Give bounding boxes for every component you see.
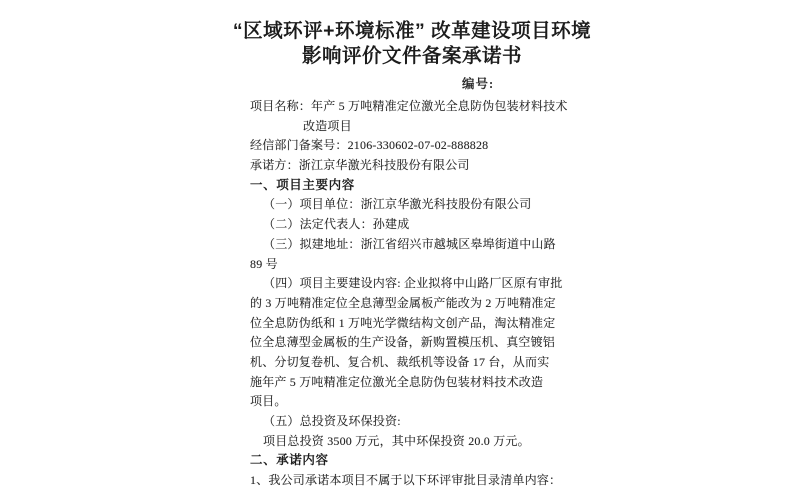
- text-line: 89 号: [250, 256, 278, 271]
- text-line: 经信部门备案号：2106-330602-07-02-888828: [250, 138, 489, 153]
- text-line: （二）法定代表人：孙建成: [263, 217, 410, 232]
- text-line: 机、分切复卷机、复合机、裁纸机等设备 17 台，从而实: [250, 354, 550, 369]
- text-line: 项目总投资 3500 万元，其中环保投资 20.0 万元。: [263, 433, 530, 448]
- text-line: 改造项目: [303, 118, 352, 133]
- document-title-line-2: 影响评价文件备案承诺书: [301, 45, 522, 67]
- text-line: （三）拟建地址：浙江省绍兴市越城区皋埠街道中山路: [263, 236, 556, 251]
- document-number-label: 编号:: [462, 77, 495, 91]
- document-title-line-1: “区域环评+环境标准” 改革建设项目环境: [232, 20, 592, 42]
- text-line: 项目名称：年产 5 万吨精准定位激光全息防伪包装材料技术: [250, 99, 568, 113]
- text-line: 施年产 5 万吨精准定位激光全息防伪包装材料技术改造: [250, 374, 544, 389]
- text-line: 的 3 万吨精准定位全息薄型金属板产能改为 2 万吨精准定: [250, 295, 556, 310]
- text-line: 一、项目主要内容: [250, 177, 355, 192]
- text-line: 承诺方：浙江京华激光科技股份有限公司: [250, 158, 470, 173]
- text-line: （一）项目单位：浙江京华激光科技股份有限公司: [263, 197, 532, 212]
- text-line: 1、我公司承诺本项目不属于以下环评审批目录清单内容：: [250, 473, 562, 488]
- text-line: 位全息防伪纸和 1 万吨光学微结构文创产品，淘汰精准定: [250, 315, 556, 330]
- text-line: （五）总投资及环保投资:: [263, 414, 401, 428]
- text-line: 项目。: [250, 394, 287, 409]
- text-line: （四）项目主要建设内容: 企业拟将中山路厂区原有审批: [263, 276, 563, 291]
- text-line: 二、承诺内容: [250, 453, 329, 468]
- document-title: [206, 19, 618, 69]
- document-body: [250, 97, 600, 490]
- text-line: 位全息薄型金属板的生产设备，新购置模压机、真空镀铝: [250, 335, 556, 350]
